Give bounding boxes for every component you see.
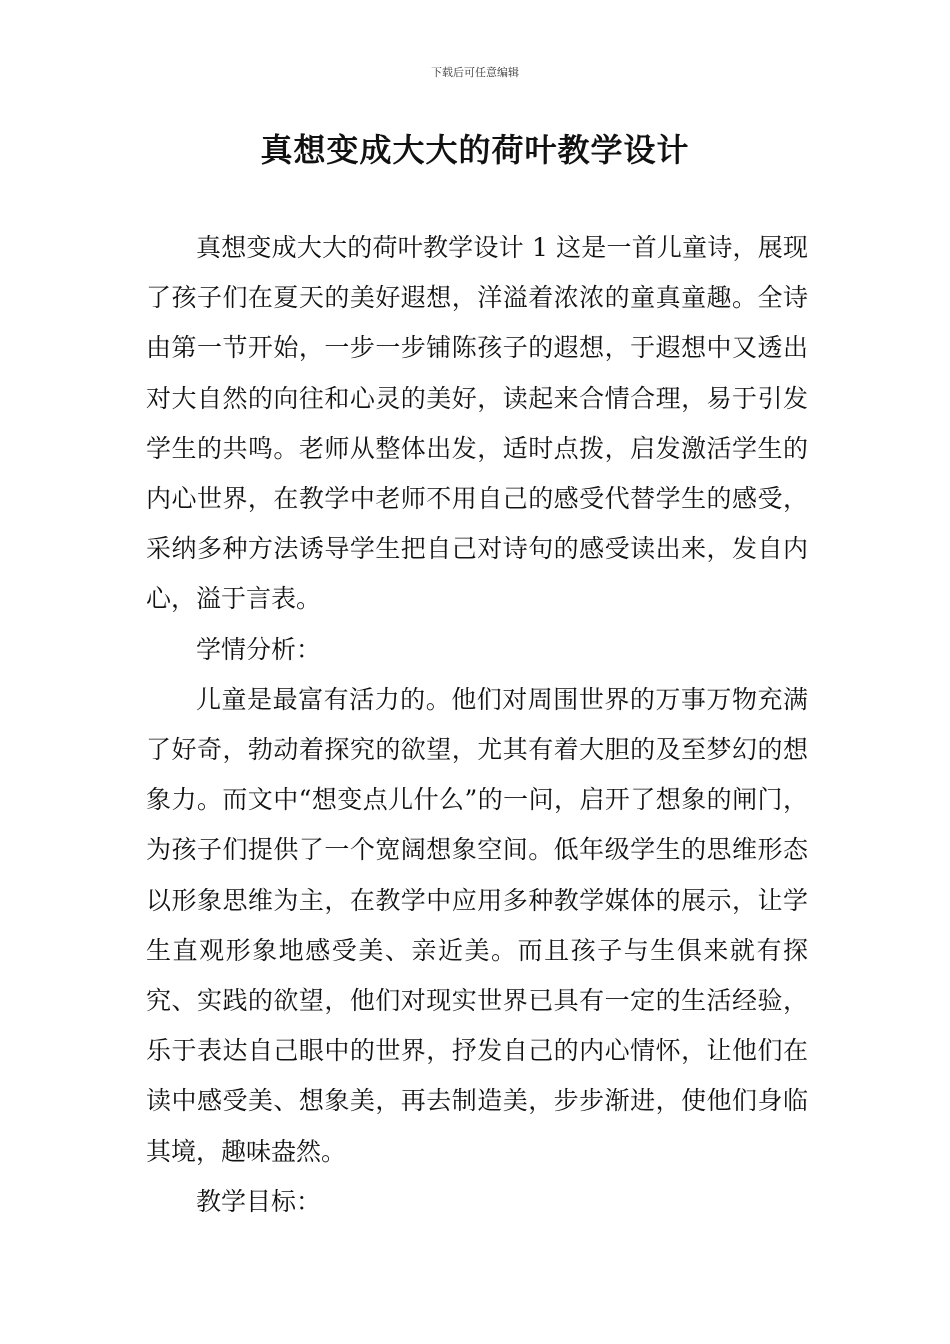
learning-analysis-paragraph: 儿童是最富有活力的。他们对周围世界的万事万物充满了好奇，勃动着探究的欲望，尤其有着大胆的及至梦幻的想象力。而文中“想变点儿什么”的一问，启开了想象的闸门，为孩子们提供了一个宽阔想象空间。低年级学生的思维形态以形象思维为主，在教学中应用多种教学媒体的展示，让学生直观形象地感受美、亲近美。而且孩子与生俱来就有探究、实践的欲望，他们对现实世界已具有一定的生活经验，乐于表达自己眼中的世界，抒发自己的内心情怀，让他们在读中感受美、想象美，再去制造美，步步渐进，使他们身临其境，趣味盎然。 [146,684,808,1166]
section-heading-learning-analysis: 学情分析： [196,634,322,664]
header-note: 下载后可任意编辑 [431,66,519,79]
document-title: 真想变成大大的荷叶教学设计 [260,131,690,169]
document-body [146,223,808,1227]
intro-paragraph: 真想变成大大的荷叶教学设计 1 这是一首儿童诗，展现了孩子们在夏天的美好遐想，洋溢着浓浓的童真童趣。全诗由第一节开始，一步一步铺陈孩子的遐想，于遐想中又透出对大自然的向往和心灵的美好，读起来合情合理，易于引发学生的共鸣。老师从整体出发，适时点拨，启发激活学生的内心世界，在教学中老师不用自己的感受代替学生的感受，采纳多种方法诱导学生把自己对诗句的感受读出来，发自内心，溢于言表。 [146,233,808,614]
section-heading-teaching-goals: 教学目标： [196,1186,322,1216]
